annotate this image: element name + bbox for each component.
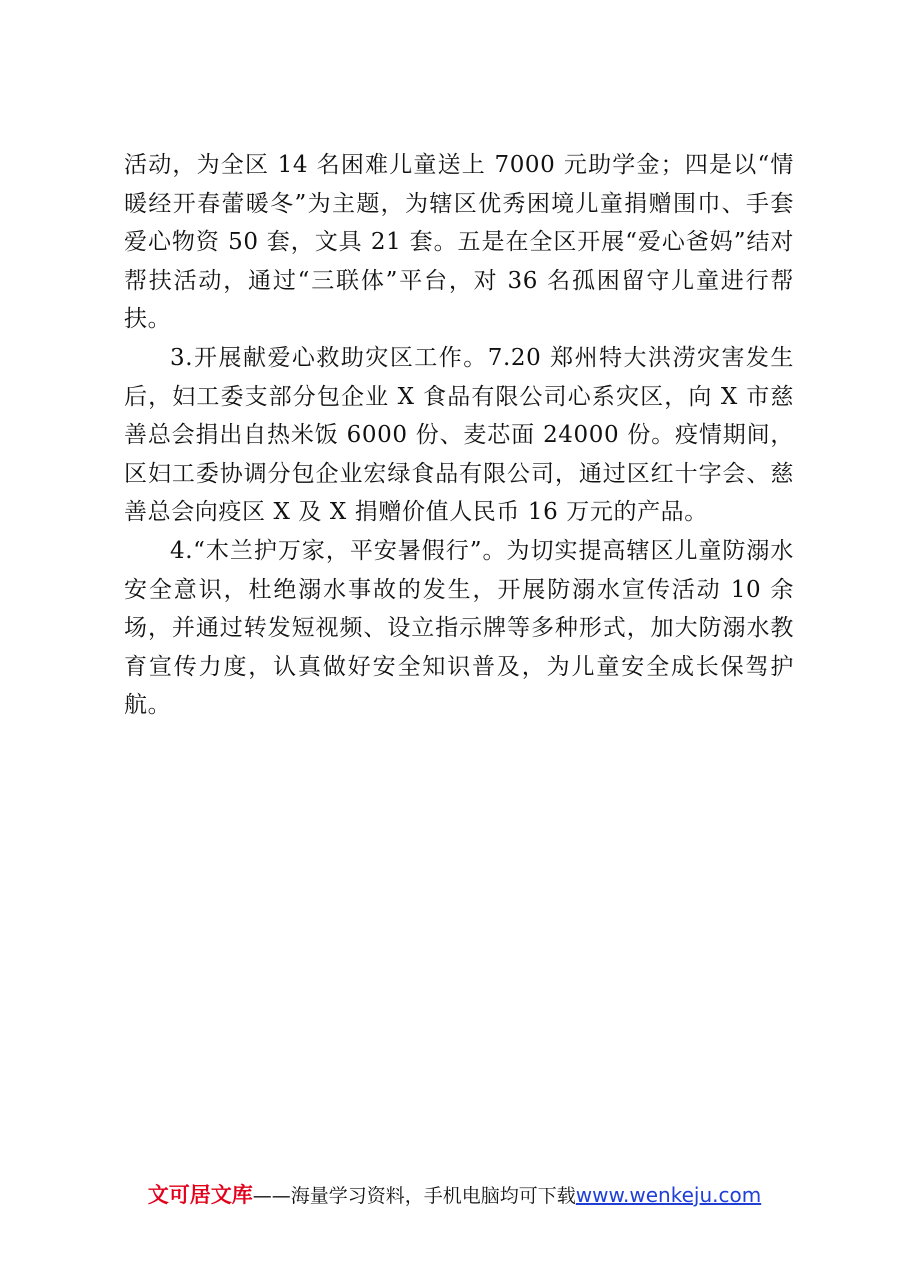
footer-brand: 文可居文库 xyxy=(147,1183,253,1207)
footer-url-link[interactable]: www.wenkeju.com xyxy=(575,1183,762,1207)
document-body xyxy=(124,146,794,725)
paragraph-1: 活动，为全区 14 名困难儿童送上 7000 元助学金；四是以“情暖经开春蕾暖冬”为主题，为辖区优秀困境儿童捐赠围巾、手套爱心物资 50 套，文具 21 套。五是在全区开展“爱心爸妈”结对帮扶活动，通过“三联体”平台，对 36 名孤困留守儿童进行帮扶。 xyxy=(124,152,794,333)
paragraph-2: 3.开展献爱心救助灾区工作。7.20 郑州特大洪涝灾害发生后，妇工委支部分包企业 X 食品有限公司心系灾区，向 X 市慈善总会捐出自热米饭 6000 份、麦芯面 24000 份。疫情期间，区妇工委协调分包企业宏绿食品有限公司，通过区红十字会、慈善总会向疫区 X 及 X 捐赠价值人民币 16 万元的产品。 xyxy=(124,344,794,526)
footer-banner xyxy=(0,1180,909,1211)
footer-slogan: ——海量学习资料，手机电脑均可下载 xyxy=(252,1185,576,1207)
paragraph-3: 4.“木兰护万家，平安暑假行”。为切实提高辖区儿童防溺水安全意识，杜绝溺水事故的发生，开展防溺水宣传活动 10 余场，并通过转发短视频、设立指示牌等多种形式，加大防溺水教育宣传力度，认真做好安全知识普及，为儿童安全成长保驾护航。 xyxy=(124,537,794,719)
